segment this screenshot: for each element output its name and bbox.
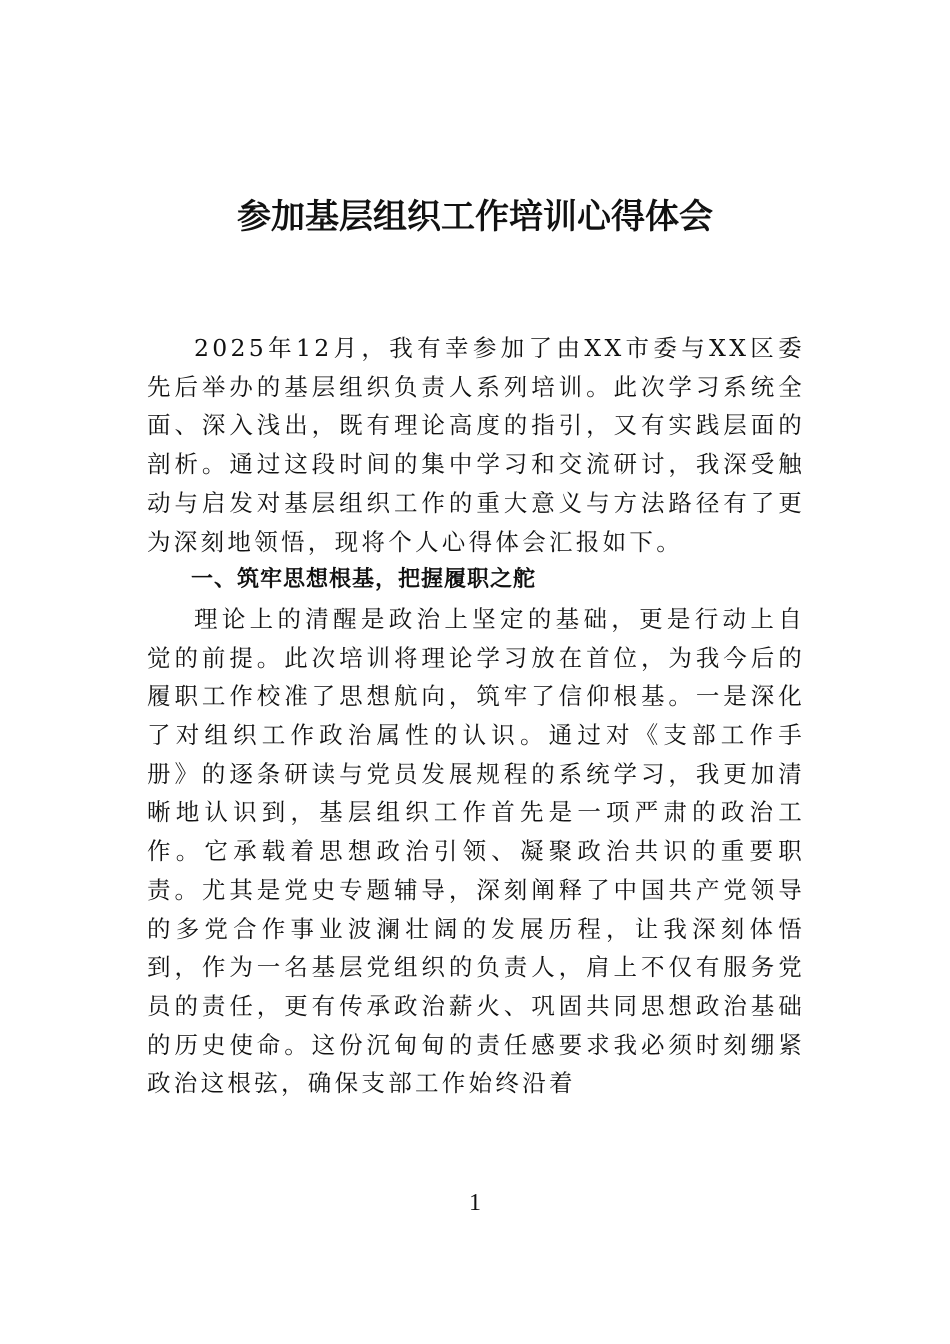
- document-title: 参加基层组织工作培训心得体会: [237, 197, 713, 237]
- page-number: 1: [469, 1190, 481, 1216]
- document-body: [147, 329, 805, 1103]
- section-heading: 一、筑牢思想根基，把握履职之舵: [191, 567, 537, 593]
- intro-paragraph: 2025年12月，我有幸参加了由XX市委与XX区委先后举办的基层组织负责人系列培训。此次学习系统全面、深入浅出，既有理论高度的指引，又有实践层面的剖析。通过这段时间的集中学习和交流研讨，我深受触动与启发对基层组织工作的重大意义与方法路径有了更为深刻地领悟，现将个人心得体会汇报如下。: [147, 334, 805, 556]
- section-paragraph: 理论上的清醒是政治上坚定的基础，更是行动上自觉的前提。此次培训将理论学习放在首位，为我今后的履职工作校准了思想航向，筑牢了信仰根基。一是深化了对组织工作政治属性的认识。通过对《支部工作手册》的逐条研读与党员发展规程的系统学习，我更加清晰地认识到，基层组织工作首先是一项严肃的政治工作。它承载着思想政治引领、凝聚政治共识的重要职责。尤其是党史专题辅导，深刻阐释了中国共产党领导的多党合作事业波澜壮阔的发展历程，让我深刻体悟到，作为一名基层党组织的负责人，肩上不仅有服务党员的责任，更有传承政治薪火、巩固共同思想政治基础的历史使命。这份沉甸甸的责任感要求我必须时刻绷紧政治这根弦，确保支部工作始终沿着: [147, 604, 805, 1098]
